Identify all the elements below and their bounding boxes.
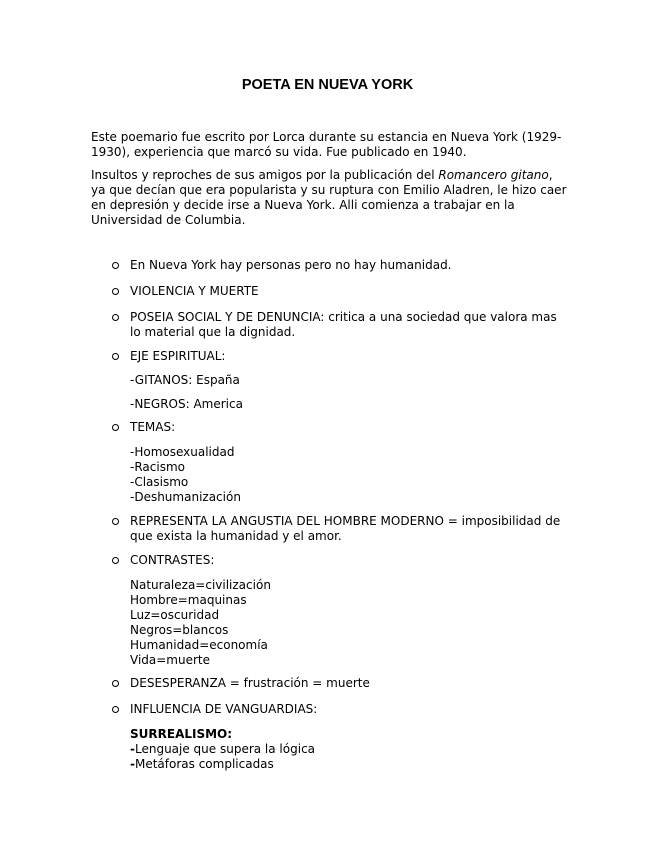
sub-item-text: Lenguaje que supera la lógica (134, 742, 316, 756)
sub-item: -Homosexualidad (130, 445, 235, 459)
list-item-text: TEMAS: (130, 420, 176, 434)
bullet-icon (112, 353, 119, 360)
list-item (0, 258, 570, 273)
sub-item: Negros=blancos (130, 623, 229, 637)
list-item (0, 284, 570, 299)
bullet-icon (112, 314, 119, 321)
bullet-icon (112, 680, 119, 687)
list-item-text: En Nueva York hay personas pero no hay humanidad. (130, 258, 452, 272)
bullet-icon (112, 262, 119, 269)
list-item-text: REPRESENTA LA ANGUSTIA DEL HOMBRE MODERNO = imposibilidad de que exista la humanidad y el amor. (130, 514, 561, 543)
sub-item: Vida=muerte (130, 653, 211, 667)
list-item-text: POSEIA SOCIAL Y DE DENUNCIA: critica a una sociedad que valora mas lo material que la dignidad. (130, 310, 557, 339)
sub-item: Humanidad=economía (130, 638, 268, 652)
sub-list (0, 445, 655, 505)
sub-item: Luz=oscuridad (130, 608, 220, 622)
intro-paragraph-1: Este poemario fue escrito por Lorca durante su estancia en Nueva York (1929-1930), experiencia que marcó su vida. Fue publicado en 1940. (91, 130, 562, 159)
bullet-list (0, 258, 655, 772)
bullet-icon (112, 424, 119, 431)
sub-item: -Deshumanización (130, 490, 241, 504)
sub-item: -Clasismo (130, 475, 189, 489)
list-item (0, 420, 570, 435)
sub-item-text: Metáforas complicadas (134, 757, 274, 771)
intro-text-start: Insultos y reproches de sus amigos por la publicación del (91, 168, 439, 182)
list-item-text: CONTRASTES: (130, 553, 215, 567)
sub-item: -NEGROS: America (130, 397, 243, 411)
list-item (0, 702, 570, 717)
bullet-icon (112, 288, 119, 295)
bullet-icon (112, 518, 119, 525)
intro-text-end: , ya que decían que era popularista y su ruptura con Emilio Aladren, le hizo caer en depresión y decide irse a Nueva York. Alli comienza a trabajar en la Universidad de Columbia. (91, 168, 567, 227)
romancero-title: Romancero gitano (438, 168, 549, 182)
list-item (0, 310, 570, 340)
list-item (0, 349, 570, 364)
list-item-text: DESESPERANZA = frustración = muerte (130, 676, 370, 690)
intro-section (91, 130, 569, 236)
sub-list (0, 578, 655, 668)
bullet-icon (112, 557, 119, 564)
list-item-text: VIOLENCIA Y MUERTE (130, 284, 259, 298)
sub-item: -Lenguaje que supera la lógica (130, 742, 316, 756)
sub-item: Hombre=maquinas (130, 593, 247, 607)
sub-item: -Racismo (130, 460, 185, 474)
sub-item: -Metáforas complicadas (130, 757, 274, 771)
sub-item: -GITANOS: España (130, 373, 240, 387)
list-item (0, 553, 570, 568)
bullet-icon (112, 706, 119, 713)
intro-paragraph-2 (91, 168, 569, 228)
surrealismo-heading: SURREALISMO: (130, 727, 233, 741)
list-item-text: INFLUENCIA DE VANGUARDIAS: (130, 702, 318, 716)
sub-item: Naturaleza=civilización (130, 578, 271, 592)
list-item (0, 514, 570, 544)
list-item (0, 676, 570, 691)
sub-list (0, 727, 655, 772)
document-title: POETA EN NUEVA YORK (241, 77, 414, 93)
list-item-text: EJE ESPIRITUAL: (130, 349, 226, 363)
